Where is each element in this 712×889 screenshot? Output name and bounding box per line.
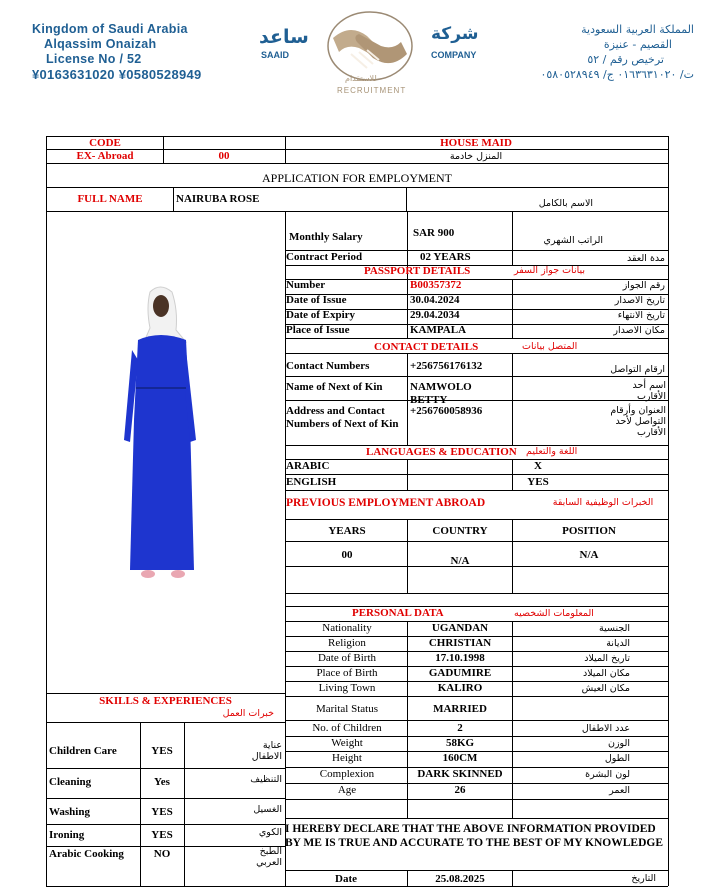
grid-hline [46, 768, 285, 769]
kin-address-value: +256760058936 [410, 405, 483, 417]
personal-row-label: Date of Birth [317, 652, 377, 664]
logo-english-recruitment: RECRUITMENT [337, 86, 407, 95]
date-value: 25.08.2025 [435, 873, 485, 885]
passport-row-ar: رقم الجواز [622, 280, 665, 291]
personal-row-value: 2 [457, 722, 463, 734]
grid-hline [46, 187, 668, 188]
language-english-label: ENGLISH [286, 476, 337, 488]
header-ar-city: القصيم - عنيزة [603, 38, 672, 51]
grid-hline [285, 474, 668, 475]
passport-row-label: Date of Issue [286, 294, 347, 306]
skills-title-en: SKILLS & EXPERIENCES [99, 695, 232, 707]
employment-header-position: POSITION [562, 525, 616, 537]
contract-ar: مدة العقد [627, 253, 665, 264]
grid-vline [173, 187, 174, 211]
passport-row-ar: مكان الاصدار [613, 325, 665, 336]
grid-hline [285, 400, 668, 401]
personal-row-value: KALIRO [437, 682, 483, 694]
grid-vline [668, 136, 669, 886]
grid-hline [46, 211, 668, 212]
logo-arabic-company: شركة [431, 24, 479, 44]
personal-row-label: Height [332, 752, 362, 764]
personal-row-value: 160CM [442, 752, 478, 764]
language-arabic-value: X [534, 460, 542, 472]
logo-arabic-saaid: ساعد [259, 26, 309, 48]
declaration-text: I HEREBY DECLARE THAT THE ABOVE INFORMATION PROVIDED BY ME IS TRUE AND ACCURATE TO THE BEST OF MY KNOWLEDGE [285, 823, 663, 849]
personal-row-ar: مكان العيش [581, 683, 630, 694]
contract-value: 02 YEARS [420, 251, 471, 263]
passport-row-label: Place of Issue [286, 324, 350, 336]
grid-hline [46, 722, 285, 723]
logo-english-saaid: SAAID [261, 50, 290, 60]
skill-label: Ironing [49, 829, 85, 841]
grid-hline [285, 376, 668, 377]
salary-value: SAR 900 [413, 227, 455, 239]
grid-vline [46, 136, 47, 886]
skill-ar: الكوي [258, 827, 282, 838]
grid-vline [512, 870, 513, 886]
contract-label: Contract Period [286, 251, 363, 263]
skill-ar: الطبخ العربي [256, 846, 282, 868]
header-country: Kingdom of Saudi Arabia [32, 22, 188, 36]
grid-hline [285, 593, 668, 594]
skill-value: NO [153, 848, 171, 860]
contact-numbers-label: Contact Numbers [286, 360, 370, 372]
skill-value: YES [151, 829, 173, 841]
passport-row-ar: تاريخ الانتهاء [617, 310, 665, 321]
personal-row-ar: عدد الاطفال [581, 723, 630, 734]
skill-label: Cleaning [49, 776, 92, 788]
personal-row-ar: الديانة [606, 638, 630, 649]
header-ar-country: المملكة العربية السعودية [581, 23, 694, 36]
ex-abroad-label: EX- Abroad [76, 150, 134, 162]
skill-label: Children Care [49, 745, 117, 757]
personal-row-value: 17.10.1998 [435, 652, 485, 664]
marital-value: MARRIED [433, 703, 487, 715]
employment-title-ar: الخبرات الوظيفية السابقة [552, 497, 654, 508]
language-english-value: YES [527, 476, 549, 488]
skill-ar: عناية الاطفال [251, 740, 282, 762]
full-name-value: NAIRUBA ROSE [176, 193, 260, 205]
personal-row-label: No. of Children [312, 722, 382, 734]
passport-row-label: Date of Expiry [286, 309, 356, 321]
date-ar: التاريخ [631, 873, 656, 884]
skills-title-ar: خبرات العمل [222, 708, 274, 719]
contact-title-en: CONTACT DETAILS [374, 341, 479, 353]
grid-hline [285, 799, 668, 800]
personal-row-ar: مكان الميلاد [582, 668, 630, 679]
personal-row-label: Living Town [318, 682, 376, 694]
skill-value: YES [151, 745, 173, 757]
company-logo [255, 8, 485, 100]
employment-years-value: 00 [341, 549, 353, 561]
employment-country-value: N/A [450, 555, 470, 567]
grid-hline [285, 696, 668, 697]
grid-hline [285, 338, 668, 339]
personal-row-ar: الطول [604, 753, 630, 764]
personal-row-ar: العمر [609, 785, 630, 796]
header-english-block [32, 22, 202, 82]
passport-row-ar: تاريخ الاصدار [614, 295, 665, 306]
personal-row-value: 26 [454, 784, 466, 796]
passport-row-value: KAMPALA [410, 324, 467, 336]
skill-ar: الغسيل [253, 804, 282, 815]
grid-hline [46, 163, 668, 164]
form-title: APPLICATION FOR EMPLOYMENT [261, 171, 452, 185]
kin-address-label: Address and Contact Numbers of Next of Kin [286, 405, 399, 430]
salary-label: Monthly Salary [289, 231, 363, 243]
marital-label: Marital Status [315, 703, 379, 715]
grid-vline [406, 187, 407, 211]
passport-title-ar: بيانات جواز السفر [514, 265, 585, 276]
ex-abroad-value: 00 [218, 150, 230, 162]
skill-ar: التنظيف [250, 774, 282, 785]
employment-header-years: YEARS [328, 525, 366, 537]
salary-ar: الراتب الشهري [543, 235, 603, 246]
header-city: Alqassim Onaizah [44, 37, 157, 51]
personal-row-label: Place of Birth [316, 667, 378, 679]
personal-row-ar: لون البشرة [585, 769, 630, 780]
skill-value: Yes [154, 776, 170, 788]
languages-title-ar: اللغة والتعليم [526, 446, 578, 457]
skill-label: Washing [49, 806, 90, 818]
grid-hline [285, 870, 668, 871]
contact-numbers-value: +256756176132 [410, 360, 483, 372]
logo-english-company: COMPANY [431, 50, 477, 60]
applicant-photo [120, 280, 200, 585]
date-label: Date [335, 873, 357, 885]
personal-row-label: Nationality [322, 622, 372, 634]
grid-hline [285, 720, 668, 721]
grid-vline [512, 353, 513, 445]
contact-title-ar: المتصل بيانات [522, 341, 578, 352]
passport-row-value: B00357372 [410, 279, 462, 291]
contact-numbers-ar: ارقام التواصل [610, 364, 665, 375]
personal-row-value: UGANDAN [431, 622, 489, 634]
grid-hline [285, 818, 668, 819]
header-phones: ¥0163631020 ¥0580528949 [32, 67, 202, 82]
code-label: CODE [89, 137, 121, 149]
header-ar-phones: ت/ ٠١٦٣٦٣١٠٢٠ ج/ ٠٥٨٠٥٢٨٩٤٩ [540, 68, 694, 81]
full-name-ar: الاسم بالكامل [538, 198, 593, 209]
grid-vline [407, 459, 408, 490]
grid-hline [285, 541, 668, 542]
kin-name-label: Name of Next of Kin [286, 381, 383, 393]
employment-position-value: N/A [579, 549, 599, 561]
passport-row-value: 30.04.2024 [410, 294, 460, 306]
position-en: HOUSE MAID [440, 137, 512, 149]
personal-row-label: Religion [328, 637, 366, 649]
passport-title-en: PASSPORT DETAILS [364, 265, 471, 277]
employment-title-en: PREVIOUS EMPLOYMENT ABROAD [286, 497, 486, 509]
personal-row-value: DARK SKINNED [417, 768, 503, 780]
language-arabic-label: ARABIC [286, 460, 330, 472]
passport-row-label: Number [286, 279, 326, 291]
grid-hline [285, 490, 668, 491]
full-name-label: FULL NAME [77, 193, 143, 205]
skill-label: Arabic Cooking [49, 848, 124, 860]
grid-vline [184, 722, 185, 886]
position-ar: المنزل خادمة [449, 151, 503, 162]
personal-row-ar: تاريخ الميلاد [584, 653, 630, 664]
personal-title-en: PERSONAL DATA [352, 607, 444, 619]
grid-hline [46, 693, 285, 694]
header-ar-license: ترخيص رقم / ٥٢ [587, 53, 664, 66]
personal-row-label: Complexion [319, 768, 375, 780]
personal-row-label: Weight [331, 737, 363, 749]
employment-header-country: COUNTRY [432, 525, 488, 537]
grid-hline [285, 353, 668, 354]
logo-arabic-recruitment: للاستقدام [345, 74, 377, 83]
personal-row-ar: الوزن [607, 738, 630, 749]
skill-value: YES [151, 806, 173, 818]
kin-address-ar: العنوان وأرقام التواصل لأحد الأقارب [610, 405, 666, 438]
personal-row-value: GADUMIRE [428, 667, 492, 679]
languages-title-en: LANGUAGES & EDUCATION [366, 446, 517, 458]
kin-name-ar: اسم أحد الأقارب [632, 380, 666, 402]
header-arabic-block [494, 22, 694, 82]
personal-title-ar: المعلومات الشخصيه [514, 608, 594, 619]
personal-row-label: Age [337, 784, 357, 796]
header-license: License No / 52 [46, 52, 142, 66]
kin-name-value: NAMWOLO BETTY [410, 381, 472, 406]
passport-row-value: 29.04.2034 [410, 309, 460, 321]
grid-hline [46, 886, 668, 887]
personal-row-ar: الجنسية [599, 623, 630, 634]
personal-row-value: 58KG [445, 737, 475, 749]
personal-row-value: CHRISTIAN [428, 637, 492, 649]
